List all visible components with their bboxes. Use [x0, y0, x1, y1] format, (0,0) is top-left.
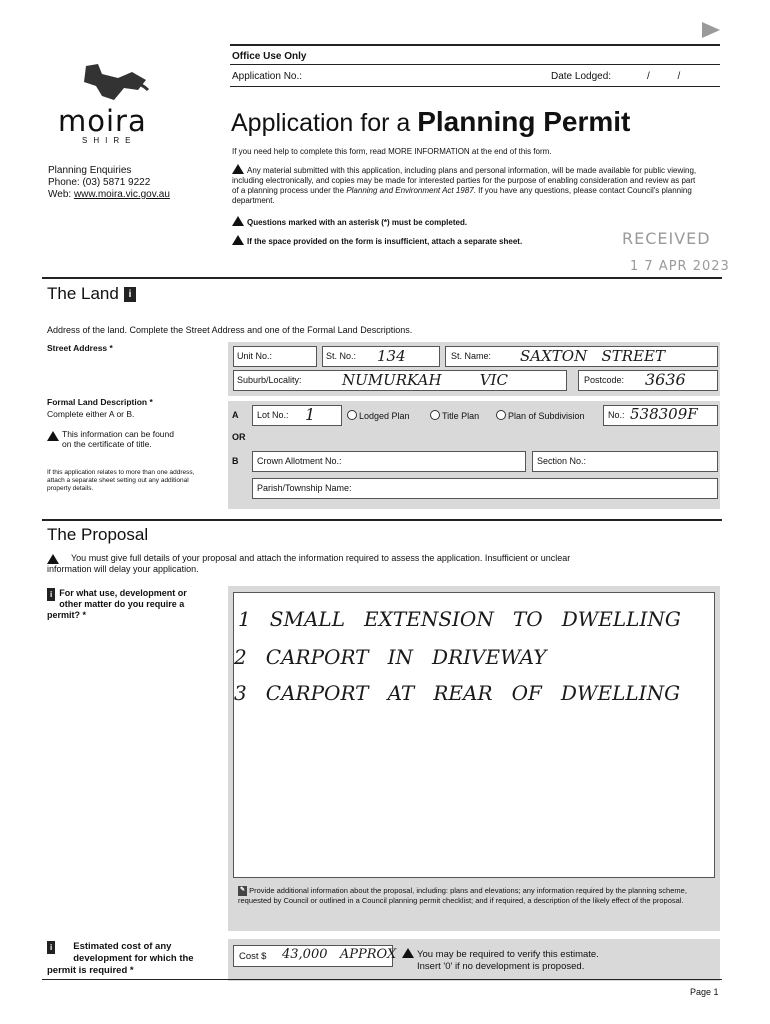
section-no-field[interactable]: [532, 451, 718, 472]
cost-field[interactable]: [233, 945, 397, 967]
cost-question: [47, 941, 212, 977]
material-note: [232, 164, 702, 206]
material-text: Any material submitted with this application, including plans and personal information, will be made available for public viewing, including electronically, and copies may be made for interested parties for the purpose of enabling consideration and review as part of a planning process under the: [232, 166, 697, 195]
formal-note-text: This information can be found on the certificate of title.: [62, 429, 174, 449]
phone: Phone: (03) 5871 9222: [48, 177, 151, 188]
application-no-label: Application No.:: [232, 71, 303, 82]
radio-icon: [347, 410, 357, 420]
warning-icon: [47, 431, 59, 441]
proposal-line-2: 2 CARPORT IN DRIVEWAY: [234, 645, 547, 669]
postcode-value: 3636: [645, 370, 686, 389]
proposal-line-1: 1 SMALL EXTENSION TO DWELLING: [238, 607, 681, 631]
material-end: . If you have any questions, please contact Council's planning department.: [232, 186, 692, 205]
title-strong: Planning Permit: [417, 106, 631, 137]
unit-no-field[interactable]: [233, 346, 317, 367]
parish-field[interactable]: [252, 478, 718, 499]
page-title: [231, 106, 630, 138]
radio-plan-subdivision[interactable]: [496, 410, 585, 421]
provide-info-text: Provide additional information about the proposal, including: plans and elevations; any information required by the planning scheme, requested by Council or outlined in a Council planning permit checklist; and if required, a description of the likely effect of the proposal.: [238, 886, 687, 905]
warning-icon: [402, 948, 414, 958]
st-name-field[interactable]: [445, 346, 718, 367]
radio-subdivision-label: Plan of Subdivision: [508, 411, 585, 421]
contact-block: [48, 165, 170, 201]
logo-sub: SHIRE: [82, 136, 137, 145]
street-address-label: Street Address *: [47, 343, 113, 353]
permit-question: [47, 588, 207, 621]
radio-lodged-plan[interactable]: [347, 410, 410, 421]
title-prefix: Application for a: [231, 109, 418, 137]
section-title-land: [47, 284, 136, 304]
land-intro: Address of the land. Complete the Street Address and one of the Formal Land Descriptions.: [47, 325, 413, 335]
st-no-field[interactable]: [322, 346, 440, 367]
warning-icon: [232, 216, 244, 226]
warning-icon: [232, 235, 244, 245]
option-b-label: B: [232, 456, 239, 466]
radio-icon: [496, 410, 506, 420]
web-prefix: Web:: [48, 189, 74, 200]
radio-lodged-label: Lodged Plan: [359, 411, 410, 421]
or-label: OR: [232, 432, 246, 442]
postcode-field[interactable]: [578, 370, 718, 391]
received-stamp: RECEIVED: [622, 229, 711, 248]
warning-icon: [232, 164, 244, 174]
cost-note-line-1: [402, 948, 599, 961]
crown-allotment-label: Crown Allotment No.:: [257, 456, 342, 466]
option-a-label: A: [232, 410, 239, 420]
corner-arrow-icon: [700, 20, 722, 42]
plan-no-field[interactable]: [603, 405, 718, 426]
cost-question-text: Estimated cost of any development for which the permit is required *: [47, 941, 194, 976]
received-date: 1 7 APR 2023: [630, 259, 730, 274]
info-badge-icon: i: [47, 941, 55, 954]
moira-logo: [58, 60, 168, 150]
date-lodged-label: Date Lodged:: [551, 71, 612, 82]
suburb-label: Suburb/Locality:: [237, 375, 302, 385]
proposal-line-3: 3 CARPORT AT REAR OF DWELLING: [234, 681, 681, 705]
parish-label: Parish/Township Name:: [257, 483, 352, 493]
st-name-value: SAXTON STREET: [520, 347, 665, 365]
asterisk-text: Questions marked with an asterisk (*) must be completed.: [247, 218, 468, 227]
planning-enquiries: Planning Enquiries: [48, 165, 132, 176]
proposal-warning: [47, 553, 607, 575]
permit-question-text: For what use, development or other matter do you require a permit? *: [47, 588, 187, 620]
unit-no-label: Unit No.:: [237, 351, 273, 361]
st-no-value: 134: [377, 347, 406, 365]
cost-prefix: Cost $: [239, 951, 267, 962]
st-no-label: St. No.:: [326, 351, 357, 361]
section-no-label: Section No.:: [537, 456, 587, 466]
web-link[interactable]: www.moira.vic.gov.au: [73, 189, 170, 200]
plan-no-label: No.:: [608, 410, 625, 420]
act-name: Planning and Environment Act 1987: [346, 186, 474, 195]
proposal-warning-text: You must give full details of your proposal and attach the information required to assess the application. Insufficient or unclear information will delay your application.: [47, 553, 571, 574]
page-number: Page 1: [690, 987, 719, 997]
help-note: If you need help to complete this form, read MORE INFORMATION at the end of this form.: [232, 147, 552, 156]
info-badge-icon: i: [47, 588, 55, 601]
lot-no-value: 1: [305, 405, 316, 424]
cost-note-2: Insert '0' if no development is proposed.: [417, 961, 585, 972]
land-title-text: The Land: [47, 284, 119, 303]
st-name-label: St. Name:: [451, 351, 492, 361]
web-line: [48, 189, 170, 201]
lot-no-field[interactable]: [252, 405, 342, 426]
plan-no-value: 538309F: [630, 405, 698, 423]
suburb-value: NUMURKAH VIC: [342, 371, 508, 389]
space-text: If the space provided on the form is insufficient, attach a separate sheet.: [247, 237, 523, 246]
radio-title-label: Title Plan: [442, 411, 480, 421]
logo-name: moira: [58, 104, 147, 138]
cost-note-1: You may be required to verify this estimate.: [417, 949, 599, 960]
info-badge-icon: ✎: [238, 886, 247, 896]
cost-value: 43,000 APPROX: [282, 947, 397, 962]
lot-no-label: Lot No.:: [257, 410, 289, 420]
radio-icon: [430, 410, 440, 420]
postcode-label: Postcode:: [584, 375, 625, 385]
cost-note: [402, 948, 599, 973]
multi-address-note: If this application relates to more than one address, attach a separate sheet setting out any additional property details.: [47, 469, 195, 492]
space-note: [232, 235, 522, 246]
proposal-textarea[interactable]: [233, 592, 715, 878]
asterisk-note: [232, 216, 467, 227]
date-slashes: / /: [647, 71, 681, 82]
provide-info-note: [238, 886, 712, 905]
info-badge-icon: i: [124, 287, 137, 302]
formal-land-label: Formal Land Description *: [47, 397, 153, 407]
formal-note: [47, 429, 177, 449]
warning-icon: [47, 554, 59, 564]
formal-land-sub: Complete either A or B.: [47, 409, 135, 419]
section-title-proposal: The Proposal: [47, 525, 149, 544]
office-use-title: Office Use Only: [232, 51, 307, 62]
logo-mark-icon: [58, 60, 168, 108]
crown-allotment-field[interactable]: [252, 451, 526, 472]
radio-title-plan[interactable]: [430, 410, 479, 421]
suburb-field[interactable]: [233, 370, 567, 391]
